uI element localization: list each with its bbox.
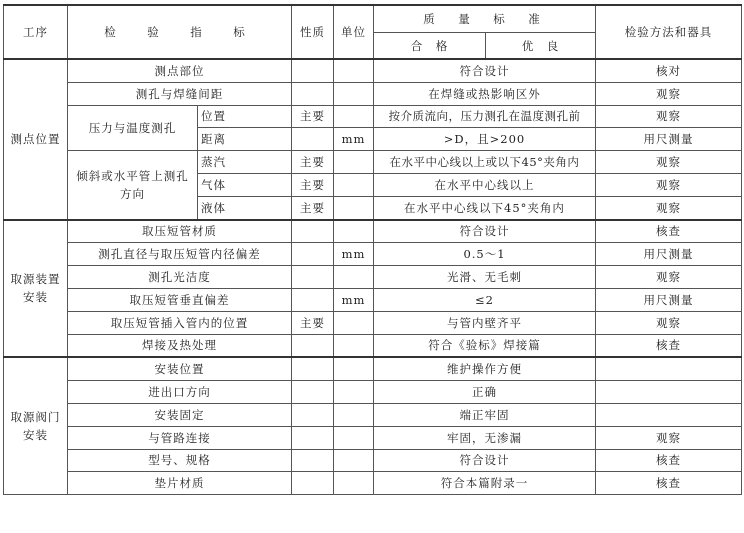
- table-row: [4, 381, 742, 404]
- inspection-standard-table: [3, 4, 742, 495]
- table-row: [4, 288, 742, 311]
- method-cell: 核查: [596, 220, 742, 243]
- unit-cell: [334, 59, 374, 82]
- method-cell: 观察: [596, 82, 742, 105]
- unit-cell: mm: [334, 243, 374, 266]
- indicator-cell: 测孔直径与取压短管内径偏差: [68, 243, 292, 266]
- table-row: [4, 357, 742, 380]
- standard-cell: 符合《验标》焊接篇: [374, 334, 596, 357]
- method-cell: 核查: [596, 472, 742, 495]
- standard-cell: 光滑、无毛刺: [374, 266, 596, 289]
- indicator-cell: 安装固定: [68, 403, 292, 426]
- standard-cell: 在水平中心线以下45°夹角内: [374, 196, 596, 219]
- indicator-cell: 进出口方向: [68, 381, 292, 404]
- method-cell: 观察: [596, 173, 742, 196]
- standard-cell: 牢固，无渗漏: [374, 426, 596, 449]
- unit-cell: [334, 449, 374, 472]
- indicator-cell: 安装位置: [68, 357, 292, 380]
- standard-cell: 正确: [374, 381, 596, 404]
- standard-cell: 在水平中心线以上: [374, 173, 596, 196]
- method-cell: 观察: [596, 311, 742, 334]
- nature-cell: 主要: [292, 151, 334, 174]
- table-row: [4, 403, 742, 426]
- unit-cell: [334, 220, 374, 243]
- indicator-cell: 取压短管插入管内的位置: [68, 311, 292, 334]
- table-row: [4, 426, 742, 449]
- unit-cell: [334, 334, 374, 357]
- indicator-cell: 焊接及热处理: [68, 334, 292, 357]
- standard-cell: 与管内壁齐平: [374, 311, 596, 334]
- unit-cell: [334, 151, 374, 174]
- unit-cell: [334, 403, 374, 426]
- nature-cell: 主要: [292, 105, 334, 128]
- header-indicator: 检 验 指 标: [68, 5, 292, 59]
- unit-cell: [334, 426, 374, 449]
- unit-cell: [334, 173, 374, 196]
- indicator-sub-cell: 距离: [198, 128, 292, 151]
- unit-cell: [334, 105, 374, 128]
- table-row: [4, 472, 742, 495]
- standard-cell: 在焊缝或热影响区外: [374, 82, 596, 105]
- standard-cell: ≤2: [374, 288, 596, 311]
- nature-cell: [292, 472, 334, 495]
- indicator-sub-cell: 位置: [198, 105, 292, 128]
- nature-cell: [292, 266, 334, 289]
- header-excellent: 优 良: [486, 33, 596, 60]
- header-qualified: 合 格: [374, 33, 486, 60]
- nature-cell: [292, 59, 334, 82]
- nature-cell: [292, 357, 334, 380]
- method-cell: [596, 357, 742, 380]
- indicator-cell: 取压短管垂直偏差: [68, 288, 292, 311]
- indicator-cell: 与管路连接: [68, 426, 292, 449]
- standard-cell: 0.5～1: [374, 243, 596, 266]
- table-row: [4, 105, 742, 128]
- table-row: [4, 311, 742, 334]
- nature-cell: [292, 403, 334, 426]
- standard-cell: 符合设计: [374, 220, 596, 243]
- nature-cell: [292, 381, 334, 404]
- nature-cell: [292, 128, 334, 151]
- section-name: 取源阀门安装: [4, 357, 68, 494]
- section-name: 测点位置: [4, 59, 68, 220]
- indicator-group-cell: 压力与温度测孔: [68, 105, 198, 151]
- standard-cell: 端正牢固: [374, 403, 596, 426]
- method-cell: [596, 403, 742, 426]
- nature-cell: [292, 334, 334, 357]
- method-cell: 观察: [596, 266, 742, 289]
- header-quality-standard: 质 量 标 准: [374, 5, 596, 33]
- unit-cell: [334, 82, 374, 105]
- nature-cell: 主要: [292, 173, 334, 196]
- nature-cell: [292, 220, 334, 243]
- indicator-cell: 测孔光洁度: [68, 266, 292, 289]
- header-unit: 单位: [334, 5, 374, 59]
- method-cell: 核查: [596, 334, 742, 357]
- table-row: [4, 449, 742, 472]
- table-row: [4, 151, 742, 174]
- method-cell: 观察: [596, 196, 742, 219]
- method-cell: 核查: [596, 449, 742, 472]
- nature-cell: [292, 243, 334, 266]
- method-cell: 观察: [596, 426, 742, 449]
- method-cell: 用尺测量: [596, 288, 742, 311]
- table-header-row: [4, 5, 742, 33]
- standard-cell: 按介质流向，压力测孔在温度测孔前: [374, 105, 596, 128]
- indicator-cell: 取压短管材质: [68, 220, 292, 243]
- standard-cell: 符合设计: [374, 449, 596, 472]
- method-cell: 用尺测量: [596, 128, 742, 151]
- standard-cell: 符合本篇附录一: [374, 472, 596, 495]
- header-process: 工序: [4, 5, 68, 59]
- unit-cell: [334, 311, 374, 334]
- indicator-sub-cell: 蒸汽: [198, 151, 292, 174]
- method-cell: 观察: [596, 151, 742, 174]
- table-row: [4, 243, 742, 266]
- standard-cell: >D，且>200: [374, 128, 596, 151]
- unit-cell: [334, 357, 374, 380]
- nature-cell: [292, 288, 334, 311]
- nature-cell: [292, 449, 334, 472]
- nature-cell: [292, 82, 334, 105]
- indicator-cell: 型号、规格: [68, 449, 292, 472]
- standard-cell: 在水平中心线以上或以下45°夹角内: [374, 151, 596, 174]
- header-nature: 性质: [292, 5, 334, 59]
- method-cell: [596, 381, 742, 404]
- nature-cell: [292, 426, 334, 449]
- indicator-cell: 测点部位: [68, 59, 292, 82]
- standard-cell: 符合设计: [374, 59, 596, 82]
- unit-cell: [334, 472, 374, 495]
- table-row: [4, 82, 742, 105]
- table-row: [4, 220, 742, 243]
- indicator-sub-cell: 液体: [198, 196, 292, 219]
- method-cell: 观察: [596, 105, 742, 128]
- section-name: 取源装置安装: [4, 220, 68, 358]
- nature-cell: 主要: [292, 196, 334, 219]
- method-cell: 用尺测量: [596, 243, 742, 266]
- unit-cell: mm: [334, 128, 374, 151]
- indicator-cell: 测孔与焊缝间距: [68, 82, 292, 105]
- table-row: [4, 59, 742, 82]
- indicator-sub-cell: 气体: [198, 173, 292, 196]
- method-cell: 核对: [596, 59, 742, 82]
- indicator-cell: 垫片材质: [68, 472, 292, 495]
- standard-cell: 维护操作方便: [374, 357, 596, 380]
- unit-cell: mm: [334, 288, 374, 311]
- unit-cell: [334, 196, 374, 219]
- table-row: [4, 266, 742, 289]
- table-row: [4, 334, 742, 357]
- indicator-group-cell: 倾斜或水平管上测孔方向: [68, 151, 198, 220]
- nature-cell: 主要: [292, 311, 334, 334]
- unit-cell: [334, 381, 374, 404]
- header-method: 检验方法和器具: [596, 5, 742, 59]
- unit-cell: [334, 266, 374, 289]
